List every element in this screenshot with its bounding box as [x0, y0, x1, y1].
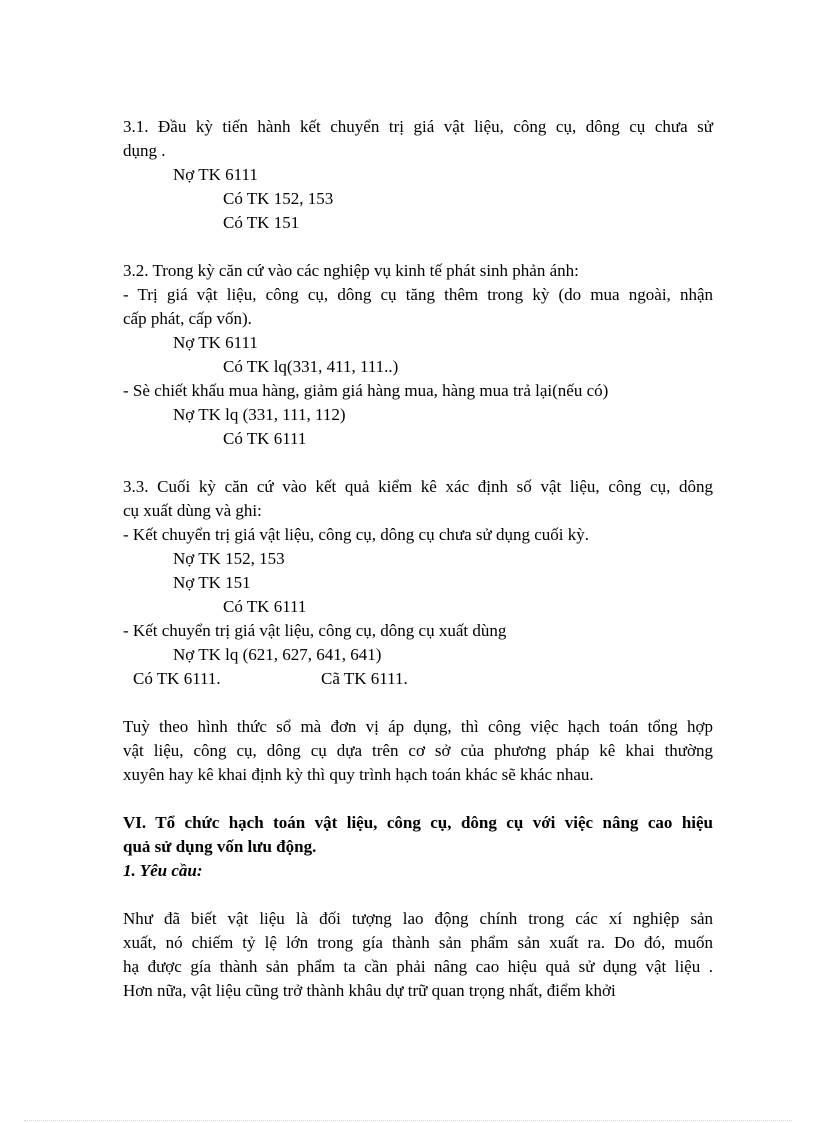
s32-bullet2-debit: Nợ TK lq (331, 111, 112) [173, 405, 346, 424]
s33-line2: cụ xuất dùng và ghi: [123, 501, 262, 520]
s33-line1: 3.3. Cuối kỳ căn cứ vào kết quả kiểm kê xác định số vật liệu, công cụ, dông [123, 477, 713, 496]
s32-title: 3.2. Trong kỳ căn cứ vào các nghiệp vụ kinh tế phát sinh phản ánh: [123, 261, 579, 280]
s31-line1: 3.1. Đầu kỳ tiến hành kết chuyển trị giá vật liệu, công cụ, dông cụ chưa sử [123, 117, 713, 136]
para1-line3: xuyên hay kê khai định kỳ thì quy trình hạch toán khác sẽ khác nhau. [123, 765, 594, 784]
s33-bullet2-line: - Kết chuyển trị giá vật liệu, công cụ, dông cụ xuất dùng [123, 621, 507, 640]
section6-heading-line1: VI. Tổ chức hạch toán vật liệu, công cụ, dông cụ với việc nâng cao hiệu [123, 813, 713, 832]
s33-bullet1-debit-2: Nợ TK 151 [173, 573, 251, 592]
section6-heading-line2: quả sử dụng vốn lưu động. [123, 837, 317, 856]
s32-bullet2-credit: Có TK 6111 [223, 429, 307, 448]
section6-subheading: 1. Yêu cầu: [123, 861, 203, 880]
s32-bullet1-line2: cấp phát, cấp vốn). [123, 309, 252, 328]
s33-bullet1-line: - Kết chuyển trị giá vật liệu, công cụ, dông cụ chưa sử dụng cuối kỳ. [123, 525, 589, 544]
para1-line1: Tuỳ theo hình thức sổ mà đơn vị áp dụng, thì công việc hạch toán tổng hợp [123, 717, 713, 736]
s32-bullet1-credit: Có TK lq(331, 411, 111..) [223, 357, 399, 376]
s33-bullet2-credit-b: Cã TK 6111. [321, 669, 408, 688]
para2-line1: Như đã biết vật liệu là đối tượng lao động chính trong các xí nghiệp sản [123, 909, 713, 928]
para1-line2: vật liệu, công cụ, dông cụ dựa trên cơ sở của phương pháp kê khai thường [123, 741, 713, 760]
s32-bullet1-line1: - Trị giá vật liệu, công cụ, dông cụ tăng thêm trong kỳ (do mua ngoài, nhận [123, 285, 713, 304]
s33-bullet1-debit-1: Nợ TK 152, 153 [173, 549, 285, 568]
s32-bullet1-debit: Nợ TK 6111 [173, 333, 258, 352]
s33-bullet2-debit: Nợ TK lq (621, 627, 641, 641) [173, 645, 382, 664]
s31-debit-entry: Nợ TK 6111 [173, 165, 258, 184]
para2-line3: hạ được gía thành sản phẩm ta cần phải nâng cao hiệu quả sử dụng vật liệu . [123, 957, 713, 976]
s33-bullet1-credit: Có TK 6111 [223, 597, 307, 616]
s33-bullet2-credit-a: Có TK 6111. [133, 669, 221, 688]
s31-line2: dụng . [123, 141, 166, 160]
s32-bullet2-line: - Sè chiết khấu mua hàng, giảm giá hàng mua, hàng mua trả lại(nếu có) [123, 381, 609, 400]
s31-credit-entry-1: Có TK 152, 153 [223, 189, 334, 208]
page-bottom-divider [24, 1120, 792, 1121]
para2-line4: Hơn nữa, vật liệu cũng trở thành khâu dự trữ quan trọng nhất, điểm khởi [123, 981, 616, 1000]
para2-line2: xuất, nó chiếm tỷ lệ lớn trong gía thành sản phẩm sản xuất ra. Do đó, muốn [123, 933, 713, 952]
s31-credit-entry-2: Có TK 151 [223, 213, 300, 232]
